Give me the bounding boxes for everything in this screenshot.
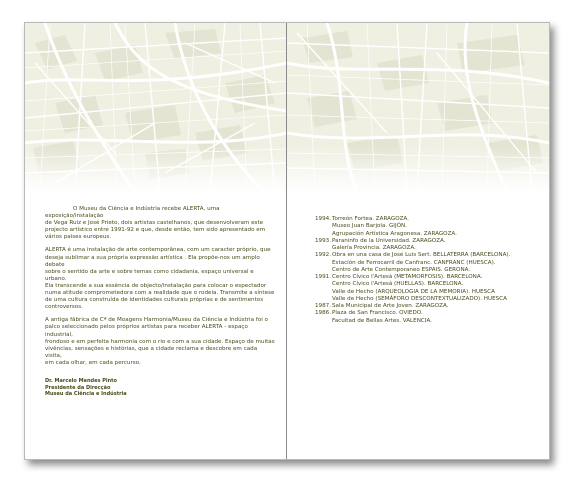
exhibition-year (315, 231, 332, 238)
exhibition-year: 1987. (315, 303, 332, 309)
exhibition-row (315, 252, 545, 259)
map-illustration-right (287, 23, 549, 193)
exhibition-row (315, 289, 545, 296)
exhibition-year: 1992. (315, 252, 332, 259)
paragraph-intro: O Museu da Ciência e Indústria recebe ALERTA, uma exposição/instalação de Vega Ruiz e José Prieto, dois artistas castelhanos, que desenvolveram este projecto artístico entre 1991-92 e que, desde então, tem sido apresentado em vários países europeus. (45, 206, 266, 241)
signature-name: Dr. Marcelo Mendes Pinto (45, 377, 117, 384)
exhibition-year (315, 281, 332, 288)
exhibition-year: 1986. (315, 310, 332, 317)
exhibition-venue: Valle de Hecho (SEMÁFORO DESCONTEXTUALIZADO). HUESCA (332, 295, 507, 302)
exhibition-venue: Sala Municipal de Arte Joven. ZARAGOZA. (332, 303, 449, 309)
introduction-text (45, 206, 275, 398)
exhibition-row (315, 238, 545, 245)
paragraph-installation: ALERTA é uma instalação de arte contemporânea, com um caracter próprio, que deseja sublimar a sua própria expressão artística . Ela propõe-nos um amplo debate sobre o sentido da arte e sobre temas como cidadania, espaço universal e urbano. Ela transcende a sua essência de objecto/instalação para colocar o espectador numa atitude comprometedora com a realidade que o rodeia. Transmite a síntese de uma cultura construída de identidades culturais próprias e de sentimentos controversos. (45, 247, 275, 311)
exhibition-row (315, 267, 545, 274)
exhibition-venue: Agrupación Artística Aragonesa. ZARAGOZA. (332, 230, 457, 237)
exhibition-venue: Facultad de Bellas Artes. VALENCIA. (332, 317, 432, 324)
paragraph-venue: A antiga fábrica de Cª de Moagens Harmonia/Museu da Ciência e Indústria foi o palco seleccionado pelos próprios artistas para receber ALERTA - espaço industrial, frondoso e em perfeita harmonia com o rio e com a sua cidade. Espaço de muitas vivências, sensações e histórias, que a cidade reclama e descobre em cada visita, em cada olhar, em cada percurso. (45, 317, 275, 366)
exhibition-row (315, 223, 545, 230)
exhibition-year (315, 289, 332, 296)
exhibition-year: 1994. (315, 216, 332, 222)
exhibition-row (315, 303, 545, 310)
exhibition-year (315, 296, 332, 303)
exhibition-row (315, 296, 545, 303)
right-page (287, 23, 549, 459)
exhibition-year: 1993. (315, 237, 332, 244)
map-illustration-left (25, 23, 287, 193)
signature-institution: Museu da Ciência e Indústria (45, 391, 127, 398)
exhibition-row (315, 310, 545, 317)
exhibition-row (315, 281, 545, 288)
exhibition-year (315, 260, 332, 267)
signature-block (45, 378, 275, 398)
exhibition-list (315, 216, 545, 325)
exhibition-venue: Centro de Arte Contemporaneo ESPAIS. GERONA. (332, 266, 471, 273)
left-page (25, 23, 287, 459)
exhibition-venue: Paraninfo de la Universidad. ZARAGOZA. (332, 237, 446, 244)
exhibition-venue: Estación de Ferrocarril de Canfranc. CANFRANC (HUESCA). (332, 259, 496, 266)
exhibition-venue: Valle de Hecho (ARQUEOLOGIA DE LA MEMORIA). HUESCA (332, 288, 495, 295)
exhibition-venue: Centro Cívico l'Artesà (METAMORFOSIS). BARCELONA. (332, 274, 483, 280)
exhibition-row (315, 231, 545, 238)
exhibition-venue: Centro Cívico l'Artesà (HUELLAS). BARCELONA. (332, 281, 464, 288)
exhibition-row (315, 260, 545, 267)
exhibition-year (315, 318, 332, 325)
exhibition-row (315, 318, 545, 325)
signature-role: Presidente da Direcção (45, 384, 111, 391)
exhibition-year (315, 223, 332, 230)
brochure-spread (24, 22, 550, 460)
exhibition-year (315, 267, 332, 274)
exhibition-venue: Plaza de San Francisco. OVIEDO. (332, 310, 423, 317)
exhibition-venue: Obra en una casa de José Luis Sert. BELLATERRA (BARCELONA). (332, 252, 511, 259)
exhibition-venue: Galería Provincia. ZARAGOZA. (332, 245, 416, 251)
exhibition-year: 1991. (315, 274, 332, 280)
exhibition-venue: Museo Juan Barjola. GIJÓN. (332, 223, 407, 230)
exhibition-year (315, 245, 332, 252)
exhibition-venue: Torreón Fortea. ZARAGOZA. (332, 216, 409, 222)
